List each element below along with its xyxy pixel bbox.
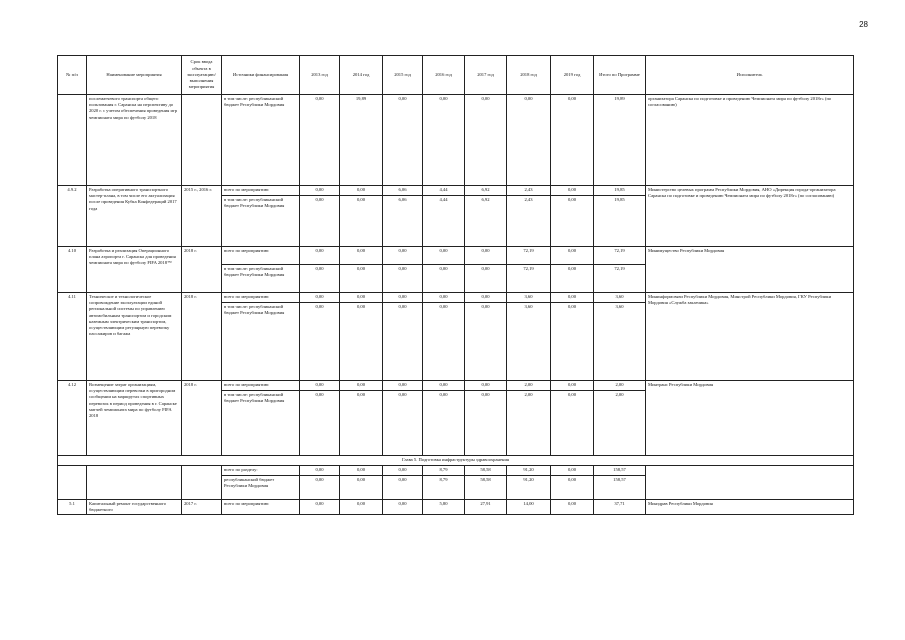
activity-name: Возмещение затрат организациям, осуществляющим перевозки в пригородном сообщении на маршрутах спортивных перевозок в период проведения в г. Саранске матчей чемпионата мира по футболу FIFA 2018 bbox=[87, 381, 182, 456]
value-2013: 0,00 bbox=[300, 381, 340, 391]
value-2016: 0,00 bbox=[423, 381, 465, 391]
value-2018: 0,00 bbox=[507, 95, 551, 186]
activity-name: Разработка оперативного транспортного мастер-плана, в том числе его актуализация после проведения Кубка Конфедераций 2017 года bbox=[87, 186, 182, 247]
header-2019: 2019 год bbox=[551, 56, 594, 95]
table-row bbox=[58, 293, 854, 303]
value-total: 72,19 bbox=[594, 247, 646, 265]
value-2019: 0,00 bbox=[551, 476, 594, 500]
value-2019: 0,00 bbox=[551, 196, 594, 247]
executor: Министерство целевых программ Республики Мордовия, АНО «Дирекция города-организатора Саранска по подготовке и проведению Чемпионата мира по футболу 2018г» (по согласованию) bbox=[646, 186, 854, 247]
value-2019: 0,00 bbox=[551, 265, 594, 293]
value-2017: 6,92 bbox=[465, 196, 507, 247]
funding-source: всего по мероприятию: bbox=[222, 247, 300, 265]
funding-source: в том числе: республиканский бюджет Республики Мордовия bbox=[222, 303, 300, 381]
value-2013: 0,00 bbox=[300, 186, 340, 196]
value-2016: 0,00 bbox=[423, 303, 465, 381]
value-2019: 0,00 bbox=[551, 500, 594, 515]
value-2016: 8,79 bbox=[423, 466, 465, 476]
value-2016: 0,00 bbox=[423, 293, 465, 303]
value-2017: 0,00 bbox=[465, 265, 507, 293]
value-2015: 0,00 bbox=[383, 500, 423, 515]
table-row bbox=[58, 500, 854, 515]
value-2018: 2,43 bbox=[507, 186, 551, 196]
value-2014: 0,00 bbox=[340, 247, 383, 265]
value-2015: 6,06 bbox=[383, 196, 423, 247]
value-2014: 0,00 bbox=[340, 391, 383, 456]
value-2017: 0,00 bbox=[465, 247, 507, 265]
value-2018: 14,00 bbox=[507, 500, 551, 515]
header-name: Наименование мероприятия bbox=[87, 56, 182, 95]
table-header-row bbox=[58, 56, 854, 95]
value-total: 37,71 bbox=[594, 500, 646, 515]
value-2015: 0,00 bbox=[383, 265, 423, 293]
funding-source: всего по мероприятию: bbox=[222, 293, 300, 303]
value-total: 2,00 bbox=[594, 381, 646, 391]
header-2018: 2018 год bbox=[507, 56, 551, 95]
header-total: Итого по Программе bbox=[594, 56, 646, 95]
executor: организатора Саранска по подготовке и проведению Чемпионата мира по футболу 2018г» (по согласованию) bbox=[646, 95, 854, 186]
value-2017: 0,00 bbox=[465, 95, 507, 186]
executor: Минздрав Республики Мордовия bbox=[646, 500, 854, 515]
value-2016: 4,44 bbox=[423, 186, 465, 196]
value-total: 3,60 bbox=[594, 293, 646, 303]
header-2017: 2017 год bbox=[465, 56, 507, 95]
value-total: 19,89 bbox=[594, 95, 646, 186]
value-2018: 2,43 bbox=[507, 196, 551, 247]
activity-deadline: 2018 г. bbox=[182, 381, 222, 456]
value-2015: 0,00 bbox=[383, 293, 423, 303]
funding-source: в том числе: республиканский бюджет Республики Мордовия bbox=[222, 95, 300, 186]
activity-name: послематчевого транспорта общего пользования г. Саранска на перспективу до 2020 г. с учетом обеспечения проведения игр чемпионата мира по футболу 2018 bbox=[87, 95, 182, 186]
value-2017: 6,92 bbox=[465, 186, 507, 196]
header-2014: 2014 год bbox=[340, 56, 383, 95]
value-2018: 2,00 bbox=[507, 381, 551, 391]
value-2018: 91,20 bbox=[507, 466, 551, 476]
row-num: 4.9.2 bbox=[58, 186, 87, 247]
value-2019: 0,00 bbox=[551, 466, 594, 476]
value-2018: 3,60 bbox=[507, 293, 551, 303]
value-2015: 0,00 bbox=[383, 466, 423, 476]
header-deadline: Срок ввода объекта в эксплуатацию/ выполнения мероприятия bbox=[182, 56, 222, 95]
value-2017: 0,00 bbox=[465, 391, 507, 456]
activity-deadline bbox=[182, 466, 222, 500]
funding-source: республиканский бюджет Республики Мордовия bbox=[222, 476, 300, 500]
funding-source: в том числе: республиканский бюджет Республики Мордовия bbox=[222, 391, 300, 456]
section-total-row bbox=[58, 466, 854, 476]
funding-source: всего по мероприятию: bbox=[222, 381, 300, 391]
value-2017: 58,58 bbox=[465, 466, 507, 476]
value-2013: 0,00 bbox=[300, 500, 340, 515]
value-total: 158,57 bbox=[594, 466, 646, 476]
activity-deadline: 2015 г., 2016 г. bbox=[182, 186, 222, 247]
value-2016: 8,79 bbox=[423, 476, 465, 500]
executor bbox=[646, 466, 854, 500]
header-2015: 2015 год bbox=[383, 56, 423, 95]
value-total: 158,57 bbox=[594, 476, 646, 500]
value-total: 19,85 bbox=[594, 186, 646, 196]
value-2019: 0,00 bbox=[551, 303, 594, 381]
table-row bbox=[58, 247, 854, 265]
value-2019: 0,00 bbox=[551, 186, 594, 196]
header-2016: 2016 год bbox=[423, 56, 465, 95]
value-total: 3,60 bbox=[594, 303, 646, 381]
value-2019: 0,00 bbox=[551, 293, 594, 303]
value-2015: 0,00 bbox=[383, 381, 423, 391]
value-2014: 0,00 bbox=[340, 476, 383, 500]
table-row bbox=[58, 186, 854, 196]
value-2018: 3,60 bbox=[507, 303, 551, 381]
value-2018: 2,00 bbox=[507, 391, 551, 456]
value-2015: 0,00 bbox=[383, 476, 423, 500]
value-2016: 0,00 bbox=[423, 95, 465, 186]
value-2013: 0,00 bbox=[300, 247, 340, 265]
value-2017: 58,58 bbox=[465, 476, 507, 500]
value-2014: 0,00 bbox=[340, 265, 383, 293]
activity-deadline: 2018 г. bbox=[182, 293, 222, 381]
activity-name: Разработка и реализация Операционного плана аэропорта г. Саранска для проведения чемпионата мира по футболу FIFA 2018™ bbox=[87, 247, 182, 293]
value-2014: 19,89 bbox=[340, 95, 383, 186]
value-2019: 0,00 bbox=[551, 381, 594, 391]
row-num: 4.12 bbox=[58, 381, 87, 456]
program-activities-table bbox=[57, 55, 854, 515]
row-num bbox=[58, 95, 87, 186]
row-num bbox=[58, 466, 87, 500]
value-2019: 0,00 bbox=[551, 247, 594, 265]
value-2015: 0,00 bbox=[383, 247, 423, 265]
section-heading-row bbox=[58, 456, 854, 466]
value-total: 2,00 bbox=[594, 391, 646, 456]
value-2014: 0,00 bbox=[340, 293, 383, 303]
value-2017: 0,00 bbox=[465, 381, 507, 391]
funding-source: в том числе: республиканский бюджет Республики Мордовия bbox=[222, 265, 300, 293]
value-2018: 72,19 bbox=[507, 265, 551, 293]
funding-source: всего по мероприятию: bbox=[222, 186, 300, 196]
value-2014: 0,00 bbox=[340, 500, 383, 515]
value-2017: 0,00 bbox=[465, 303, 507, 381]
row-num: 5.1 bbox=[58, 500, 87, 515]
value-2014: 0,00 bbox=[340, 196, 383, 247]
value-2013: 0,00 bbox=[300, 466, 340, 476]
value-2013: 0,00 bbox=[300, 476, 340, 500]
activity-deadline: 2017 г. bbox=[182, 500, 222, 515]
value-2013: 0,00 bbox=[300, 265, 340, 293]
funding-source: всего по разделу: bbox=[222, 466, 300, 476]
value-2019: 0,00 bbox=[551, 391, 594, 456]
row-num: 4.11 bbox=[58, 293, 87, 381]
value-2014: 0,00 bbox=[340, 303, 383, 381]
executor: Мининформсвязи Республики Мордовия, Минстрой Республики Мордовия, ГКУ Республики Мордовия «Служба заказчика» bbox=[646, 293, 854, 381]
section-title: Глава 5. Подготовка инфраструктуры здравоохранения bbox=[58, 456, 854, 466]
activity-name: Техническое и технологическое сопровождение эксплуатации единой региональной системы по управлению автомобильным транспортом и городским наземным электрическим транспортом, осуществляющим регулярную перевозку пассажиров и багажа bbox=[87, 293, 182, 381]
value-2015: 6,06 bbox=[383, 186, 423, 196]
header-2013: 2013 год bbox=[300, 56, 340, 95]
value-2017: 27,91 bbox=[465, 500, 507, 515]
value-2015: 0,00 bbox=[383, 95, 423, 186]
value-2019: 0,00 bbox=[551, 95, 594, 186]
activity-name bbox=[87, 466, 182, 500]
activity-deadline bbox=[182, 95, 222, 186]
header-num: № п/п bbox=[58, 56, 87, 95]
value-2016: 4,44 bbox=[423, 196, 465, 247]
value-2014: 0,00 bbox=[340, 381, 383, 391]
value-2013: 0,00 bbox=[300, 303, 340, 381]
page-number: 28 bbox=[859, 20, 868, 29]
value-2014: 0,00 bbox=[340, 466, 383, 476]
table-row bbox=[58, 95, 854, 186]
value-2015: 0,00 bbox=[383, 391, 423, 456]
funding-source: всего по мероприятию: bbox=[222, 500, 300, 515]
value-2016: 0,00 bbox=[423, 247, 465, 265]
value-2016: 0,00 bbox=[423, 265, 465, 293]
value-2013: 0,00 bbox=[300, 196, 340, 247]
value-2018: 72,19 bbox=[507, 247, 551, 265]
activity-name: Капитальный ремонт государственного бюджетного bbox=[87, 500, 182, 515]
row-num: 4.10 bbox=[58, 247, 87, 293]
header-source: Источники финансирования bbox=[222, 56, 300, 95]
value-2016: 5,80 bbox=[423, 500, 465, 515]
activity-deadline: 2018 г. bbox=[182, 247, 222, 293]
value-2013: 0,00 bbox=[300, 391, 340, 456]
value-2015: 0,00 bbox=[383, 303, 423, 381]
executor: Минимущество Республики Мордовия bbox=[646, 247, 854, 293]
executor: Минтранс Республики Мордовия bbox=[646, 381, 854, 456]
value-2016: 0,00 bbox=[423, 391, 465, 456]
value-2013: 0,00 bbox=[300, 95, 340, 186]
table-row bbox=[58, 381, 854, 391]
value-total: 72,19 bbox=[594, 265, 646, 293]
value-2014: 0,00 bbox=[340, 186, 383, 196]
value-2018: 91,20 bbox=[507, 476, 551, 500]
header-executor: Исполнитель bbox=[646, 56, 854, 95]
value-2013: 0,00 bbox=[300, 293, 340, 303]
value-total: 19,85 bbox=[594, 196, 646, 247]
value-2017: 0,00 bbox=[465, 293, 507, 303]
funding-source: в том числе: республиканский бюджет Республики Мордовия bbox=[222, 196, 300, 247]
